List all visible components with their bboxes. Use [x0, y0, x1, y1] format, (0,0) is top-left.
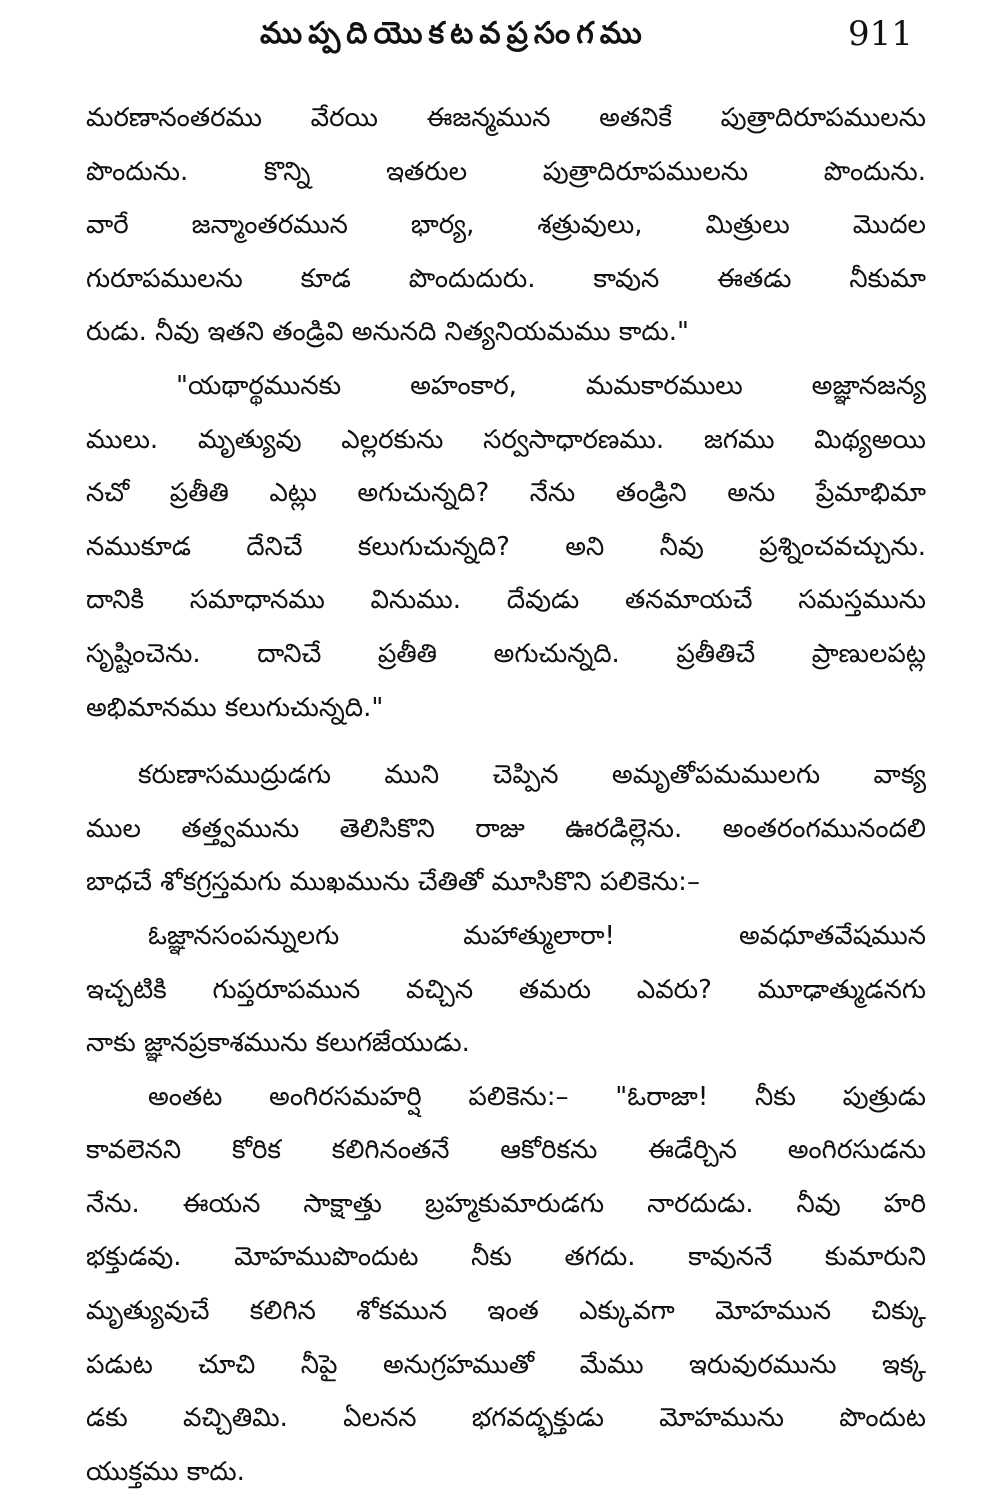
- text-line: సృష్టించెను. దానిచే ప్రతీతి అగుచున్నది. ప్రతీతిచే ప్రాణులపట్ల: [86, 638, 926, 669]
- text-line: ఇచ్చటికి గుప్తరూపమున వచ్చిన తమరు ఎవరు? మూఢాత్ముడనగు: [86, 974, 926, 1005]
- paragraph: [86, 92, 926, 360]
- text-line: కావలెనని కోరిక కలిగినంతనే ఆకోరికను ఈడేర్చిన అంగిరసుడను: [86, 1135, 926, 1166]
- paragraph: [86, 360, 926, 735]
- text-line: మరణానంతరము వేరయి ఈజన్మమున అతనికే పుత్రాదిరూపములను: [86, 103, 926, 133]
- text-line: డకు వచ్చితిమి. ఏలనన భగవద్భక్తుడు మోహమును పొందుట: [86, 1403, 926, 1434]
- paragraph: [86, 910, 926, 1071]
- paragraph: [86, 1071, 926, 1500]
- text-line: కరుణాసముద్రుడగు ముని చెప్పిన అమృతోపమములగు వాక్య: [138, 760, 926, 791]
- text-line: మృత్యువుచే కలిగిన శోకమున ఇంత ఎక్కువగా మోహమున చిక్కు: [86, 1296, 926, 1327]
- text-line: రుడు. నీవు ఇతని తండ్రివి అనునది నిత్యనియమము కాదు.": [86, 317, 689, 348]
- page-header: [0, 14, 999, 64]
- text-line: ఓజ్ఞానసంపన్నులగు మహాత్ములారా! అవధూతవేషమున: [148, 920, 926, 951]
- text-line: పడుట చూచి నీపై అనుగ్రహముతో మేము ఇరువురమును ఇక్క: [86, 1349, 926, 1380]
- text-line: నముకూడ దేనిచే కలుగుచున్నది? అని నీవు ప్రశ్నించవచ్చును.: [86, 531, 926, 562]
- text-line: భక్తుడవు. మోహముపొందుట నీకు తగదు. కావుననే కుమారుని: [86, 1242, 926, 1273]
- running-header-title: ముప్పదియొకటవప్రసంగము: [260, 16, 648, 51]
- text-line: బాధచే శోకగ్రస్తమగు ముఖమును చేతితో మూసికొని పలికెను:–: [86, 867, 700, 898]
- text-line: అంతట అంగిరసమహర్షి పలికెను:– "ఓరాజా! నీకు పుత్రుడు: [148, 1081, 926, 1112]
- text-line: పొందును. కొన్ని ఇతరుల పుత్రాదిరూపములను పొందును.: [86, 156, 926, 187]
- text-line: అభిమానము కలుగుచున్నది.": [86, 692, 384, 723]
- text-line: యుక్తము కాదు.: [86, 1456, 245, 1487]
- text-line: ములు. మృత్యువు ఎల్లరకును సర్వసాధారణము. జగము మిథ్యఅయి: [86, 424, 926, 455]
- text-line: వారే జన్మాంతరమున భార్య, శత్రువులు, మిత్రులు మొదల: [86, 210, 926, 241]
- text-line: గురూపములను కూడ పొందుదురు. కావున ఈతడు నీకుమా: [86, 263, 926, 294]
- page-number: 911: [848, 14, 913, 54]
- text-line: "యథార్థమునకు అహంకార, మమకారములు అజ్ఞానజన్య: [176, 370, 926, 401]
- text-line: నచో ప్రతీతి ఎట్లు అగుచున్నది? నేను తండ్రిని అను ప్రేమాభిమా: [86, 478, 926, 509]
- body-text: [86, 92, 926, 1499]
- text-line: దానికి సమాధానము వినుము. దేవుడు తనమాయచే సమస్తమును: [86, 585, 926, 616]
- paragraph: [86, 749, 926, 910]
- text-line: నేను. ఈయన సాక్షాత్తు బ్రహ్మకుమారుడగు నారదుడు. నీవు హరి: [86, 1188, 926, 1219]
- paragraph-gap: [86, 735, 926, 749]
- text-line: నాకు జ్ఞానప్రకాశమును కలుగజేయుడు.: [86, 1028, 470, 1059]
- text-line: ముల తత్త్వమును తెలిసికొని రాజు ఊరడిల్లెను. అంతరంగమునందలి: [86, 813, 926, 844]
